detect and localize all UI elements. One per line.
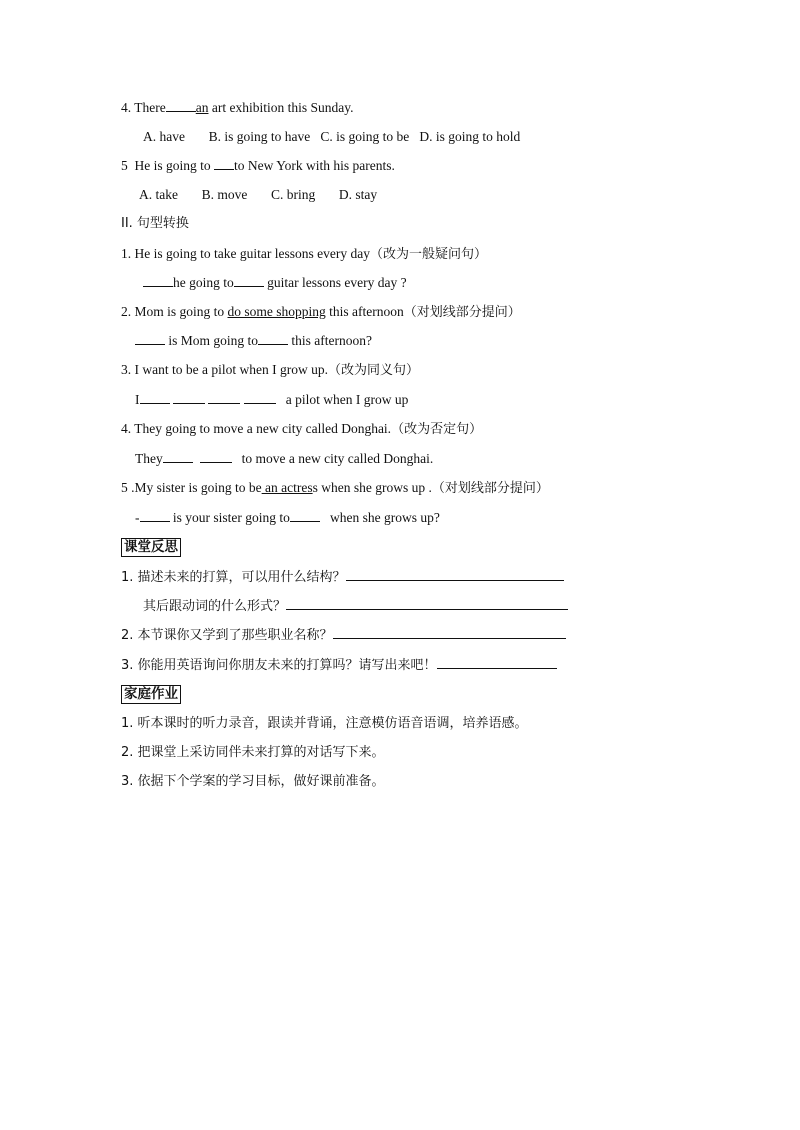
t3-blank-2 <box>173 391 205 404</box>
t4-post: to move a new city called Donghai. <box>238 451 434 466</box>
t3-pre: I <box>135 392 140 407</box>
q5-blank <box>214 157 234 170</box>
t2-note: （对划线部分提问） <box>403 305 521 320</box>
t5-blank-2 <box>290 509 320 522</box>
transform-5-answer <box>135 509 440 527</box>
reflection-3 <box>121 656 557 675</box>
homework-heading: 家庭作业 <box>121 685 181 704</box>
q4-answer: an <box>195 100 209 115</box>
t3-blank-4 <box>244 391 276 404</box>
t5-b: when she grows up? <box>326 510 440 525</box>
t5-blank-1 <box>140 509 170 522</box>
transform-4 <box>121 420 482 439</box>
t5-note: （对划线部分提问） <box>431 481 549 496</box>
transform-1-answer <box>143 274 407 292</box>
t2-post: this afternoon <box>325 304 404 319</box>
homework-3: 3. 依据下个学案的学习目标，做好课前准备。 <box>121 774 385 789</box>
homework-2: 2. 把课堂上采访同伴未来打算的对话写下来。 <box>121 745 385 760</box>
r1-blank <box>346 568 564 581</box>
q5-options: A. take B. move C. bring D. stay <box>139 187 378 202</box>
t2-underlined: do some shopping <box>227 304 326 319</box>
t2-b: this afternoon? <box>288 333 372 348</box>
transform-4-answer <box>135 450 433 468</box>
q4-blank <box>166 99 196 112</box>
reflection-heading-row <box>121 538 181 557</box>
t1-blank-1 <box>143 274 173 287</box>
t4-text: 4. They going to move a new city called Donghai. <box>121 421 392 436</box>
transform-3-answer <box>135 391 408 409</box>
t2-a: is Mom going to <box>165 333 259 348</box>
reflection-1b <box>143 597 568 616</box>
reflection-heading: 课堂反思 <box>121 538 181 557</box>
r1-text: 1. 描述未来的打算，可以用什么结构？ <box>121 570 346 585</box>
transform-5 <box>121 479 549 498</box>
t2-blank-2 <box>258 332 288 345</box>
r2-text: 2. 本节课你又学到了那些职业名称？ <box>121 628 333 643</box>
reflection-1 <box>121 568 564 587</box>
transform-1 <box>121 245 487 264</box>
r3-text: 3. 你能用英语询问你朋友未来的打算吗？请写出来吧！ <box>121 658 437 673</box>
question-4 <box>121 99 353 117</box>
t1-text: 1. He is going to take guitar lessons every day <box>121 246 370 261</box>
q5-rest: to New York with his parents. <box>234 158 395 173</box>
t4-note: （改为否定句） <box>391 422 483 437</box>
t3-post: a pilot when I grow up <box>282 392 409 407</box>
homework-heading-row <box>121 685 181 704</box>
q5-stem: 5 He is going to <box>121 158 214 173</box>
transform-3 <box>121 361 419 380</box>
t5-a: is your sister going to <box>169 510 290 525</box>
t1-a: he going to <box>173 275 234 290</box>
t3-blank-3 <box>208 391 240 404</box>
t1-blank-2 <box>234 274 264 287</box>
homework-1: 1. 听本课时的听力录音，跟读并背诵，注意模仿语音语调，培养语感。 <box>121 716 528 731</box>
t5-post: s when she grows up . <box>312 480 432 495</box>
r1b-blank <box>286 597 568 610</box>
t4-blank-1 <box>163 450 193 463</box>
transform-2-answer <box>135 332 372 350</box>
t4-pre: They <box>135 451 163 466</box>
t3-note: （改为同义句） <box>327 363 419 378</box>
q4-options: A. have B. is going to have C. is going to be D. is going to hold <box>143 129 521 144</box>
t5-pre-dash: - <box>135 510 140 525</box>
t4-blank-2 <box>200 450 232 463</box>
t2-blank-1 <box>135 332 165 345</box>
q4-stem: 4. There <box>121 100 166 115</box>
t5-pre: 5 .My sister is going to be <box>121 480 262 495</box>
t2-pre: 2. Mom is going to <box>121 304 228 319</box>
r3-blank <box>437 656 557 669</box>
question-5 <box>121 157 395 175</box>
t1-b: guitar lessons every day ? <box>263 275 407 290</box>
transform-2 <box>121 303 521 322</box>
t5-underlined: an actres <box>261 480 313 495</box>
t3-text: 3. I want to be a pilot when I grow up. <box>121 362 328 377</box>
section-2-heading: II. 句型转换 <box>121 216 189 231</box>
r1b-text: 其后跟动词的什么形式？ <box>143 599 287 614</box>
q4-rest: art exhibition this Sunday. <box>208 100 354 115</box>
reflection-2 <box>121 626 566 645</box>
t1-note: （改为一般疑问句） <box>369 247 487 262</box>
t3-blank-1 <box>140 391 170 404</box>
r2-blank <box>333 626 566 639</box>
